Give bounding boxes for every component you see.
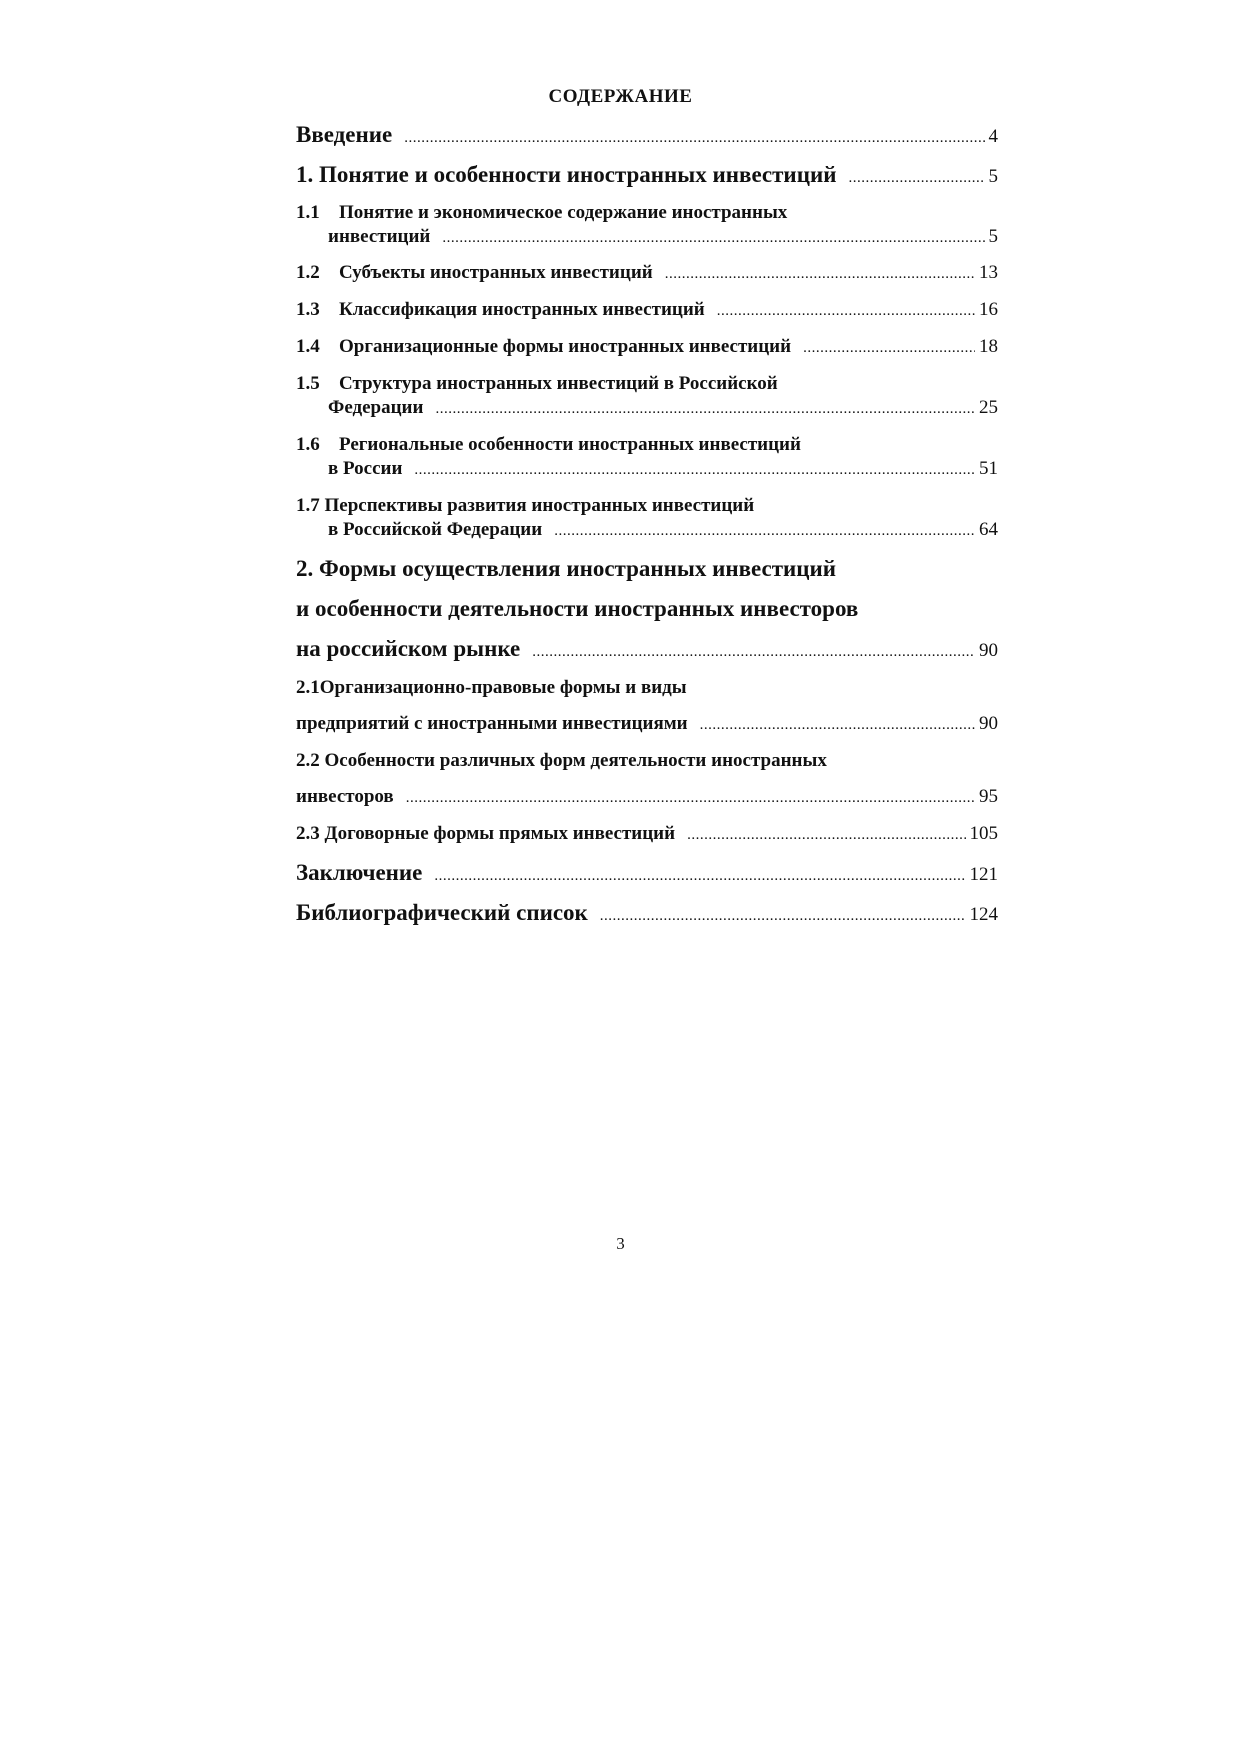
toc-label: 1. Понятие и особенности иностранных инвестиций	[296, 162, 837, 187]
dot-leader	[717, 303, 975, 320]
dot-leader	[532, 644, 975, 661]
toc-label: в России	[328, 458, 403, 479]
toc-entry-1-2[interactable]	[296, 262, 998, 284]
toc-page: 121	[969, 864, 998, 885]
dot-leader	[600, 908, 966, 925]
toc-page: 90	[979, 640, 998, 661]
dot-leader	[406, 790, 975, 807]
toc-entry-1-7-line2[interactable]	[328, 519, 998, 541]
toc-entry-1-1-line1[interactable]	[296, 202, 787, 224]
toc-label: Структура иностранных инвестиций в Российской	[339, 373, 778, 394]
toc-label: предприятий с иностранными инвестициями	[296, 713, 688, 734]
toc-entry-2-2-line2[interactable]	[296, 786, 998, 808]
toc-label: Организационные формы иностранных инвестиций	[339, 336, 792, 357]
dot-leader	[554, 523, 975, 540]
dot-leader	[442, 230, 984, 247]
toc-label: инвестиций	[328, 226, 431, 247]
toc-entry-1-3[interactable]	[296, 299, 998, 321]
toc-page: 4	[988, 126, 998, 147]
toc-page: 95	[979, 786, 998, 807]
toc-number: 1.4	[296, 336, 320, 357]
toc-label: 2.1Организационно-правовые формы и виды	[296, 677, 687, 698]
toc-page: 16	[979, 299, 998, 320]
dot-leader	[687, 827, 965, 844]
toc-number: 1.3	[296, 299, 320, 320]
page-title: СОДЕРЖАНИЕ	[548, 86, 693, 107]
toc-page: 18	[979, 336, 998, 357]
toc-label: Региональные особенности иностранных инвестиций	[339, 434, 801, 455]
toc-page: 13	[979, 262, 998, 283]
toc-label: 2.2 Особенности различных форм деятельности иностранных	[296, 750, 827, 771]
toc-entry-1-7-line1[interactable]	[296, 495, 754, 517]
toc-label: Понятие и экономическое содержание иностранных	[339, 202, 788, 223]
toc-number: 1.6	[296, 434, 320, 455]
toc-label: Субъекты иностранных инвестиций	[339, 262, 653, 283]
toc-entry-chapter-2-line3[interactable]	[296, 636, 998, 662]
toc-page: 5	[988, 166, 998, 187]
toc-page: 90	[979, 713, 998, 734]
toc-label: Заключение	[296, 860, 423, 885]
toc-label: 2.3 Договорные формы прямых инвестиций	[296, 823, 676, 844]
toc-entry-intro[interactable]	[296, 122, 998, 148]
toc-entry-chapter-1[interactable]	[296, 162, 998, 188]
toc-entry-1-4[interactable]	[296, 336, 998, 358]
toc-entry-bibliography[interactable]	[296, 900, 998, 926]
toc-page: 124	[969, 904, 998, 925]
page-number: 3	[616, 1234, 625, 1253]
toc-number: 1.5	[296, 373, 320, 394]
toc-label: и особенности деятельности иностранных инвесторов	[296, 596, 859, 621]
dot-leader	[414, 462, 975, 479]
toc-page: 51	[979, 458, 998, 479]
toc-page: 105	[969, 823, 998, 844]
toc-label: инвесторов	[296, 786, 394, 807]
toc-entry-1-6-line2[interactable]	[328, 458, 998, 480]
toc-label: в Российской Федерации	[328, 519, 543, 540]
toc-entry-2-2-line1[interactable]	[296, 750, 827, 772]
toc-entry-1-5-line1[interactable]	[296, 373, 778, 395]
toc-entry-chapter-2-line1[interactable]	[296, 556, 836, 582]
toc-label: Введение	[296, 122, 393, 147]
dot-leader	[665, 266, 975, 283]
dot-leader	[848, 170, 984, 187]
dot-leader	[700, 717, 975, 734]
toc-label: на российском рынке	[296, 636, 521, 661]
toc-entry-1-6-line1[interactable]	[296, 434, 801, 456]
toc-entry-1-1-line2[interactable]	[328, 226, 998, 248]
toc-number: 1.2	[296, 262, 320, 283]
toc-entry-2-1-line2[interactable]	[296, 713, 998, 735]
dot-leader	[803, 340, 975, 357]
toc-entry-2-3[interactable]	[296, 823, 998, 845]
toc-page: 64	[979, 519, 998, 540]
toc-label: Федерации	[328, 397, 424, 418]
toc-page: 25	[979, 397, 998, 418]
toc-label: Классификация иностранных инвестиций	[339, 299, 705, 320]
toc-page: 5	[988, 226, 998, 247]
toc-label: 1.7 Перспективы развития иностранных инвестиций	[296, 495, 755, 516]
toc-number: 1.1	[296, 202, 320, 223]
dot-leader	[435, 401, 975, 418]
toc-entry-chapter-2-line2[interactable]	[296, 596, 858, 622]
toc-label: 2. Формы осуществления иностранных инвестиций	[296, 556, 837, 581]
dot-leader	[404, 130, 984, 147]
toc-entry-2-1-line1[interactable]	[296, 677, 687, 699]
toc-entry-conclusion[interactable]	[296, 860, 998, 886]
toc-label: Библиографический список	[296, 900, 588, 925]
dot-leader	[434, 868, 965, 885]
toc-entry-1-5-line2[interactable]	[328, 397, 998, 419]
